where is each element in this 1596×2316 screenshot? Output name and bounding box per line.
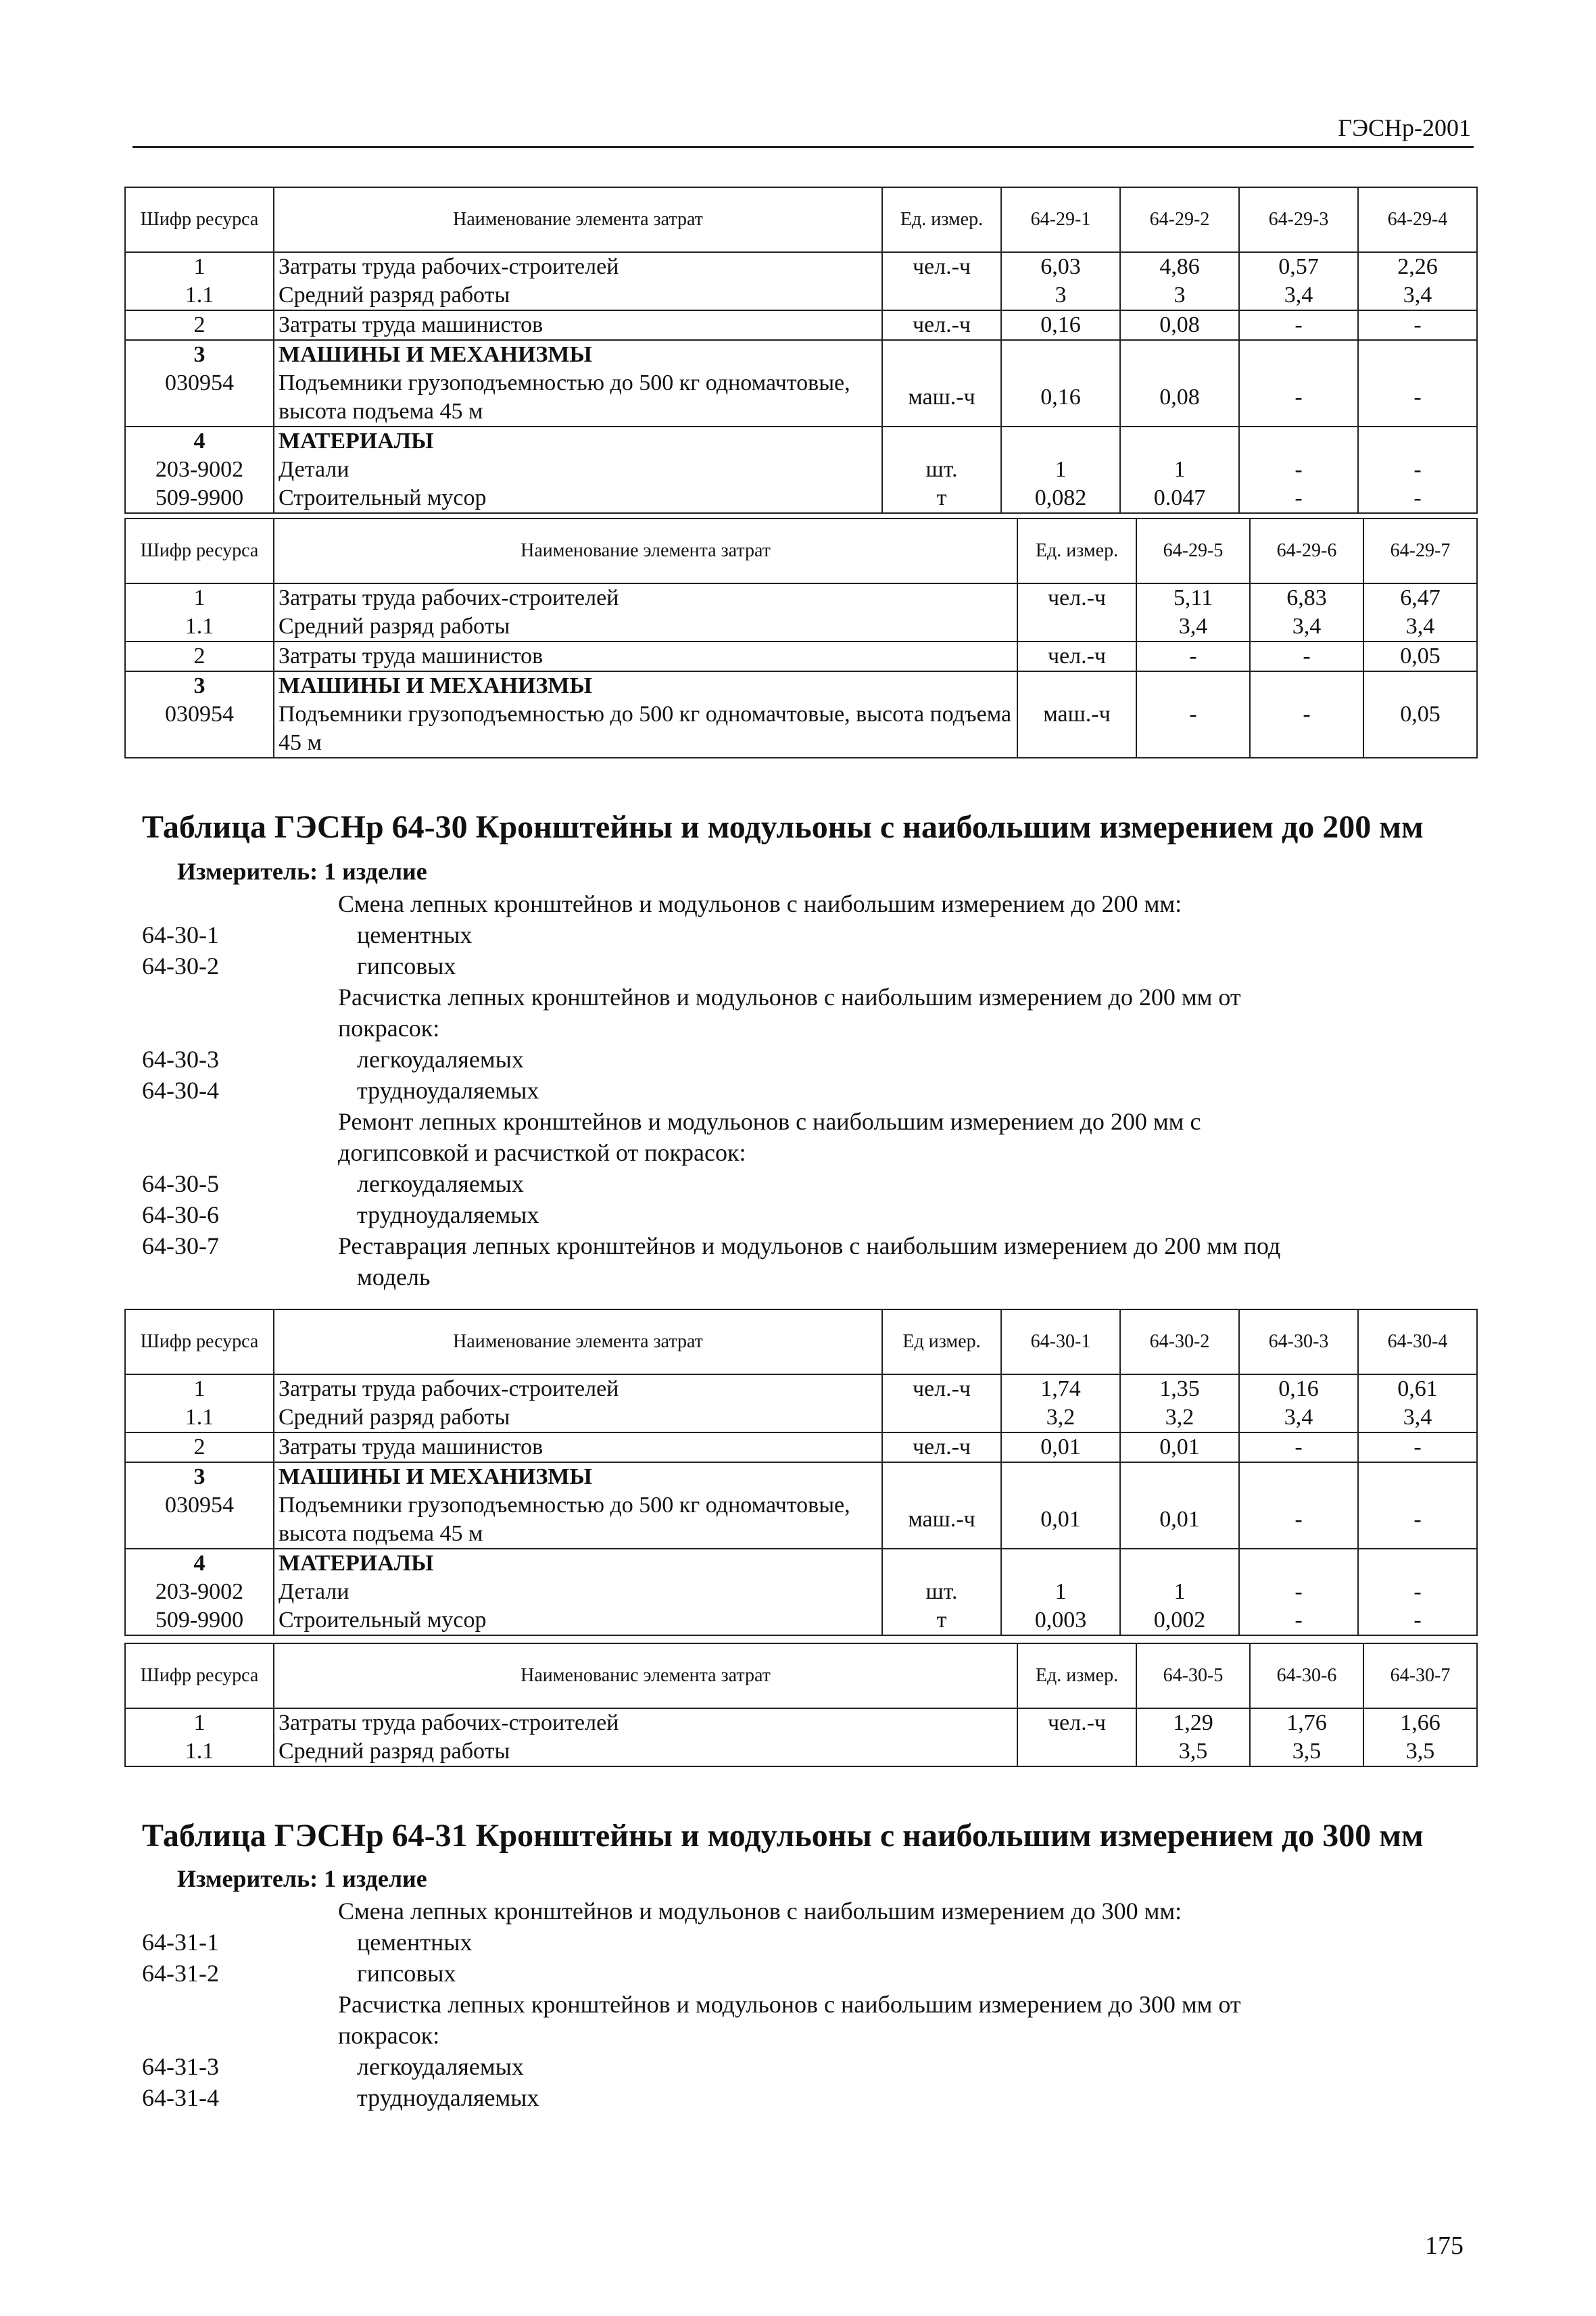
table-row	[125, 1403, 1477, 1432]
table-header	[125, 1309, 1477, 1374]
work-list-64-30	[142, 888, 1426, 1293]
meter-label: Измеритель:	[177, 1865, 318, 1892]
work-description: цементных	[357, 1929, 473, 1956]
norm-value: 3,4	[1239, 1403, 1358, 1432]
norm-value: 1	[1120, 1578, 1239, 1606]
norm-value: 0,01	[1120, 1432, 1239, 1462]
norm-value	[1120, 1462, 1239, 1491]
table-row	[125, 700, 1477, 758]
section-title-64-30: Таблица ГЭСНр 64-30 Кронштейны и модульоны с наибольшим измерением до 200 мм	[142, 809, 1424, 845]
header-row	[125, 187, 1477, 252]
resource-code: 030954	[125, 700, 274, 758]
work-list-line	[142, 1989, 1426, 2020]
column-norm-header: 64-29-2	[1120, 187, 1239, 252]
norm-value: -	[1239, 1432, 1358, 1462]
work-description: легкоудаляемых	[357, 2053, 524, 2080]
norm-code: 64-30-6	[142, 1201, 219, 1228]
table-row	[125, 484, 1477, 513]
column-norm-header: 64-29-1	[1001, 187, 1120, 252]
norm-value	[1120, 427, 1239, 456]
unit-of-measure: чел.-ч	[882, 310, 1001, 340]
column-unit-header: Ед. измер.	[1017, 518, 1136, 583]
norm-value: -	[1358, 1606, 1477, 1635]
norm-value: 3,2	[1001, 1403, 1120, 1432]
norm-value: 6,03	[1001, 252, 1120, 281]
table-row	[125, 642, 1477, 671]
resource-code: 1	[125, 1374, 274, 1403]
table-header	[125, 518, 1477, 583]
cost-element-name: Затраты труда рабочих-строителей	[274, 583, 1017, 612]
norm-value: -	[1250, 700, 1363, 758]
work-description: покрасок:	[338, 2022, 440, 2049]
norm-value: -	[1239, 456, 1358, 484]
norm-value: 0,01	[1120, 1491, 1239, 1549]
unit-of-measure	[882, 281, 1001, 310]
resource-code: 030954	[125, 369, 274, 427]
cost-element-name: МАШИНЫ И МЕХАНИЗМЫ	[274, 671, 1017, 700]
norm-value: 1,76	[1250, 1708, 1363, 1737]
norm-value: 0,57	[1239, 252, 1358, 281]
work-description: легкоудаляемых	[357, 1046, 524, 1073]
resource-table-64-29-1-4	[124, 187, 1478, 514]
resource-code: 2	[125, 642, 274, 671]
norm-value: -	[1239, 1491, 1358, 1549]
table-body	[125, 583, 1477, 758]
work-list-line	[142, 1044, 1426, 1075]
column-name-header: Наименование элемента затрат	[274, 1309, 882, 1374]
resource-code: 2	[125, 310, 274, 340]
column-norm-header: 64-30-2	[1120, 1309, 1239, 1374]
work-list-line	[142, 1075, 1426, 1106]
resource-code: 1.1	[125, 612, 274, 642]
norm-value: -	[1250, 642, 1363, 671]
document-code: ГЭСНр-2001	[1338, 114, 1471, 141]
work-description: Реставрация лепных кронштейнов и модульонов с наибольшим измерением до 200 мм под	[338, 1232, 1281, 1259]
table-body	[125, 252, 1477, 513]
column-code-header: Шифр ресурса	[125, 1309, 274, 1374]
norm-value: -	[1239, 369, 1358, 427]
cost-element-name: Средний разряд работы	[274, 612, 1017, 642]
norm-value	[1120, 1549, 1239, 1578]
norm-value	[1358, 340, 1477, 369]
norm-value: -	[1358, 456, 1477, 484]
resource-table-64-29-5-7	[124, 518, 1478, 758]
unit-of-measure	[882, 1403, 1001, 1432]
norm-value	[1239, 1549, 1358, 1578]
norm-value: 1,74	[1001, 1374, 1120, 1403]
resource-code: 030954	[125, 1491, 274, 1549]
norm-value	[1120, 340, 1239, 369]
column-unit-header: Ед. измер.	[1017, 1643, 1136, 1708]
unit-of-measure: чел.-ч	[1017, 1708, 1136, 1737]
table-row	[125, 1462, 1477, 1491]
cost-element-name: Детали	[274, 456, 882, 484]
norm-value: 1	[1001, 1578, 1120, 1606]
meter-64-31	[177, 1864, 427, 1893]
table-row	[125, 427, 1477, 456]
table-row	[125, 1374, 1477, 1403]
norm-value: 3,4	[1358, 1403, 1477, 1432]
page-number: 175	[1425, 2231, 1464, 2260]
work-list-line	[142, 2020, 1426, 2051]
norm-value: 3	[1120, 281, 1239, 310]
norm-value	[1363, 671, 1477, 700]
table-row	[125, 1432, 1477, 1462]
norm-value: 3,4	[1239, 281, 1358, 310]
resource-code: 509-9900	[125, 1606, 274, 1635]
column-norm-header: 64-29-3	[1239, 187, 1358, 252]
column-norm-header: 64-30-1	[1001, 1309, 1120, 1374]
norm-code: 64-30-3	[142, 1046, 219, 1073]
norm-value: 3,4	[1136, 612, 1250, 642]
cost-element-name: Затраты труда машинистов	[274, 310, 882, 340]
work-list-line	[142, 1958, 1426, 1989]
norm-value: 0,16	[1001, 369, 1120, 427]
cost-element-name: МАШИНЫ И МЕХАНИЗМЫ	[274, 340, 882, 369]
table-body	[125, 1374, 1477, 1635]
norm-value: 0,16	[1001, 310, 1120, 340]
cost-element-name: Затраты труда машинистов	[274, 1432, 882, 1462]
table-row	[125, 310, 1477, 340]
norm-code: 64-31-3	[142, 2053, 219, 2080]
table-row	[125, 612, 1477, 642]
cost-element-name: Затраты труда рабочих-строителей	[274, 1708, 1017, 1737]
section-title-64-31: Таблица ГЭСНр 64-31 Кронштейны и модульоны с наибольшим измерением до 300 мм	[142, 1818, 1424, 1854]
work-list-line	[142, 1168, 1426, 1199]
work-list-line	[142, 1927, 1426, 1958]
work-description: Смена лепных кронштейнов и модульонов с наибольшим измерением до 200 мм:	[338, 890, 1182, 917]
norm-code: 64-30-5	[142, 1170, 219, 1197]
norm-value: -	[1358, 1578, 1477, 1606]
cost-element-name: Средний разряд работы	[274, 281, 882, 310]
resource-code: 4	[125, 1549, 274, 1578]
norm-value: 3,2	[1120, 1403, 1239, 1432]
column-norm-header: 64-30-3	[1239, 1309, 1358, 1374]
norm-value	[1239, 427, 1358, 456]
cost-element-name: Детали	[274, 1578, 882, 1606]
table-row	[125, 252, 1477, 281]
work-description: модель	[357, 1263, 431, 1290]
header-row	[125, 1643, 1477, 1708]
work-description: трудноудаляемых	[357, 1201, 539, 1228]
norm-value: 3,5	[1250, 1737, 1363, 1766]
cost-element-name: Затраты труда рабочих-строителей	[274, 1374, 882, 1403]
resource-code: 4	[125, 427, 274, 456]
column-name-header: Наименование элемента затрат	[274, 518, 1017, 583]
resource-code: 203-9002	[125, 456, 274, 484]
unit-of-measure	[882, 340, 1001, 369]
meter-value: 1 изделие	[324, 1865, 427, 1892]
work-description: Ремонт лепных кронштейнов и модульонов с наибольшим измерением до 200 мм с	[338, 1108, 1201, 1135]
work-description: трудноудаляемых	[357, 1077, 539, 1104]
meter-label: Измеритель:	[177, 858, 318, 885]
resource-code: 3	[125, 671, 274, 700]
work-list-line	[142, 2051, 1426, 2082]
norm-value: 6,47	[1363, 583, 1477, 612]
norm-value	[1001, 340, 1120, 369]
norm-value: 0.047	[1120, 484, 1239, 513]
norm-code: 64-30-2	[142, 952, 219, 980]
unit-of-measure: т	[882, 1606, 1001, 1635]
norm-value: 3	[1001, 281, 1120, 310]
norm-value: -	[1136, 700, 1250, 758]
column-unit-header: Ед измер.	[882, 1309, 1001, 1374]
column-norm-header: 64-30-7	[1363, 1643, 1477, 1708]
header-row	[125, 518, 1477, 583]
norm-value	[1136, 671, 1250, 700]
work-description: Расчистка лепных кронштейнов и модульонов с наибольшим измерением до 200 мм от	[338, 984, 1241, 1011]
norm-value: 3,4	[1250, 612, 1363, 642]
work-description: догипсовкой и расчисткой от покрасок:	[338, 1139, 746, 1166]
column-norm-header: 64-29-5	[1136, 518, 1250, 583]
work-description: трудноудаляемых	[357, 2084, 539, 2111]
norm-value	[1358, 1462, 1477, 1491]
work-description: легкоудаляемых	[357, 1170, 524, 1197]
norm-value	[1239, 1462, 1358, 1491]
resource-code: 1.1	[125, 1737, 274, 1766]
norm-value: 1,29	[1136, 1708, 1250, 1737]
norm-value: 3,4	[1363, 612, 1477, 642]
norm-value: -	[1239, 1606, 1358, 1635]
norm-code: 64-30-1	[142, 921, 219, 948]
unit-of-measure: чел.-ч	[882, 1432, 1001, 1462]
column-norm-header: 64-29-4	[1358, 187, 1477, 252]
cost-element-name: МАТЕРИАЛЫ	[274, 1549, 882, 1578]
norm-value: 0,16	[1239, 1374, 1358, 1403]
norm-value: 0,08	[1120, 310, 1239, 340]
work-list-line	[142, 1896, 1426, 1927]
table-row	[125, 1606, 1477, 1635]
norm-value: 1	[1001, 456, 1120, 484]
resource-code: 2	[125, 1432, 274, 1462]
unit-of-measure	[1017, 671, 1136, 700]
norm-value	[1358, 427, 1477, 456]
column-unit-header: Ед. измер.	[882, 187, 1001, 252]
cost-element-name: МАШИНЫ И МЕХАНИЗМЫ	[274, 1462, 882, 1491]
norm-value: -	[1136, 642, 1250, 671]
unit-of-measure	[1017, 612, 1136, 642]
norm-value	[1001, 1462, 1120, 1491]
work-list-line	[142, 1230, 1426, 1261]
work-list-line	[142, 1013, 1426, 1044]
unit-of-measure: т	[882, 484, 1001, 513]
cost-element-name: Средний разряд работы	[274, 1403, 882, 1432]
column-code-header: Шифр ресурса	[125, 518, 274, 583]
work-description: цементных	[357, 921, 473, 948]
table-header	[125, 1643, 1477, 1708]
norm-value: 0,05	[1363, 700, 1477, 758]
resource-code: 1	[125, 583, 274, 612]
cost-element-name: Средний разряд работы	[274, 1737, 1017, 1766]
table-row	[125, 1549, 1477, 1578]
unit-of-measure: шт.	[882, 1578, 1001, 1606]
resource-code: 509-9900	[125, 484, 274, 513]
norm-value: 0,082	[1001, 484, 1120, 513]
resource-code: 3	[125, 340, 274, 369]
running-header	[132, 114, 1474, 148]
work-list-line	[142, 1261, 1426, 1293]
norm-value	[1239, 340, 1358, 369]
work-list-line	[142, 1199, 1426, 1230]
norm-value: 1	[1120, 456, 1239, 484]
column-code-header: Шифр ресурса	[125, 1643, 274, 1708]
norm-value: 0,08	[1120, 369, 1239, 427]
unit-of-measure	[882, 1462, 1001, 1491]
work-list-64-31	[142, 1896, 1426, 2113]
cost-element-name: Затраты труда машинистов	[274, 642, 1017, 671]
norm-value: -	[1239, 310, 1358, 340]
table-row	[125, 583, 1477, 612]
work-description: Расчистка лепных кронштейнов и модульонов с наибольшим измерением до 300 мм от	[338, 1991, 1241, 2018]
work-list-line	[142, 919, 1426, 950]
table-row	[125, 456, 1477, 484]
column-name-header: Наименование элемента затрат	[274, 187, 882, 252]
unit-of-measure	[1017, 1737, 1136, 1766]
cost-element-name: Подъемники грузоподъемностью до 500 кг одномачтовые, высота подъема 45 м	[274, 700, 1017, 758]
norm-code: 64-31-4	[142, 2084, 219, 2111]
norm-value: 3,4	[1358, 281, 1477, 310]
norm-value: -	[1358, 369, 1477, 427]
norm-value: -	[1358, 1491, 1477, 1549]
resource-code: 1	[125, 1708, 274, 1737]
column-name-header: Наименованис элемента затрат	[274, 1643, 1017, 1708]
norm-value: 0,01	[1001, 1491, 1120, 1549]
cost-element-name: Строительный мусор	[274, 484, 882, 513]
column-norm-header: 64-30-4	[1358, 1309, 1477, 1374]
table-row	[125, 1578, 1477, 1606]
norm-value	[1001, 427, 1120, 456]
norm-value: -	[1239, 484, 1358, 513]
table-row	[125, 671, 1477, 700]
resource-code: 1	[125, 252, 274, 281]
table-row	[125, 281, 1477, 310]
norm-value	[1358, 1549, 1477, 1578]
norm-code: 64-30-4	[142, 1077, 219, 1104]
norm-value: 4,86	[1120, 252, 1239, 281]
resource-code: 3	[125, 1462, 274, 1491]
column-code-header: Шифр ресурса	[125, 187, 274, 252]
unit-of-measure: шт.	[882, 456, 1001, 484]
norm-value: 6,83	[1250, 583, 1363, 612]
cost-element-name: Подъемники грузоподъемностью до 500 кг одномачтовые, высота подъема 45 м	[274, 369, 882, 427]
table-row	[125, 1708, 1477, 1737]
table-header	[125, 187, 1477, 252]
resource-table-64-30-5-7	[124, 1643, 1478, 1767]
table-row	[125, 1737, 1477, 1766]
work-list-line	[142, 1137, 1426, 1168]
unit-of-measure	[882, 427, 1001, 456]
norm-value: 1,66	[1363, 1708, 1477, 1737]
norm-value: -	[1358, 1432, 1477, 1462]
meter-64-30	[177, 857, 427, 886]
cost-element-name: МАТЕРИАЛЫ	[274, 427, 882, 456]
norm-value: 0,002	[1120, 1606, 1239, 1635]
norm-value: 3,5	[1136, 1737, 1250, 1766]
norm-value: 1,35	[1120, 1374, 1239, 1403]
work-list-line	[142, 1106, 1426, 1137]
table-row	[125, 1491, 1477, 1549]
work-list-line	[142, 888, 1426, 919]
cost-element-name: Затраты труда рабочих-строителей	[274, 252, 882, 281]
norm-value	[1001, 1549, 1120, 1578]
column-norm-header: 64-29-7	[1363, 518, 1477, 583]
unit-of-measure: чел.-ч	[1017, 583, 1136, 612]
unit-of-measure: маш.-ч	[1017, 700, 1136, 758]
work-list-line	[142, 982, 1426, 1013]
work-description: гипсовых	[357, 952, 456, 980]
norm-code: 64-31-2	[142, 1960, 219, 1987]
norm-value: 3,5	[1363, 1737, 1477, 1766]
resource-table-64-30-1-4	[124, 1309, 1478, 1636]
resource-code: 1.1	[125, 281, 274, 310]
unit-of-measure: чел.-ч	[1017, 642, 1136, 671]
table-body	[125, 1708, 1477, 1766]
column-norm-header: 64-29-6	[1250, 518, 1363, 583]
table-row	[125, 340, 1477, 369]
work-description: покрасок:	[338, 1015, 440, 1042]
norm-value	[1250, 671, 1363, 700]
norm-value: 0,61	[1358, 1374, 1477, 1403]
resource-code: 203-9002	[125, 1578, 274, 1606]
work-description: гипсовых	[357, 1960, 456, 1987]
column-norm-header: 64-30-5	[1136, 1643, 1250, 1708]
norm-value: 0,01	[1001, 1432, 1120, 1462]
norm-value: -	[1358, 310, 1477, 340]
work-description: Смена лепных кронштейнов и модульонов с наибольшим измерением до 300 мм:	[338, 1898, 1182, 1925]
norm-value: 0,05	[1363, 642, 1477, 671]
work-list-line	[142, 2082, 1426, 2113]
resource-code: 1.1	[125, 1403, 274, 1432]
header-row	[125, 1309, 1477, 1374]
unit-of-measure: чел.-ч	[882, 1374, 1001, 1403]
norm-value: -	[1358, 484, 1477, 513]
unit-of-measure: маш.-ч	[882, 369, 1001, 427]
cost-element-name: Подъемники грузоподъемностью до 500 кг одномачтовые, высота подъема 45 м	[274, 1491, 882, 1549]
norm-code: 64-30-7	[142, 1232, 219, 1259]
norm-value: -	[1239, 1578, 1358, 1606]
norm-value: 2,26	[1358, 252, 1477, 281]
meter-value: 1 изделие	[324, 858, 427, 885]
norm-value: 0,003	[1001, 1606, 1120, 1635]
column-norm-header: 64-30-6	[1250, 1643, 1363, 1708]
cost-element-name: Строительный мусор	[274, 1606, 882, 1635]
unit-of-measure: чел.-ч	[882, 252, 1001, 281]
norm-code: 64-31-1	[142, 1929, 219, 1956]
work-list-line	[142, 950, 1426, 982]
table-row	[125, 369, 1477, 427]
unit-of-measure	[882, 1549, 1001, 1578]
unit-of-measure: маш.-ч	[882, 1491, 1001, 1549]
norm-value: 5,11	[1136, 583, 1250, 612]
